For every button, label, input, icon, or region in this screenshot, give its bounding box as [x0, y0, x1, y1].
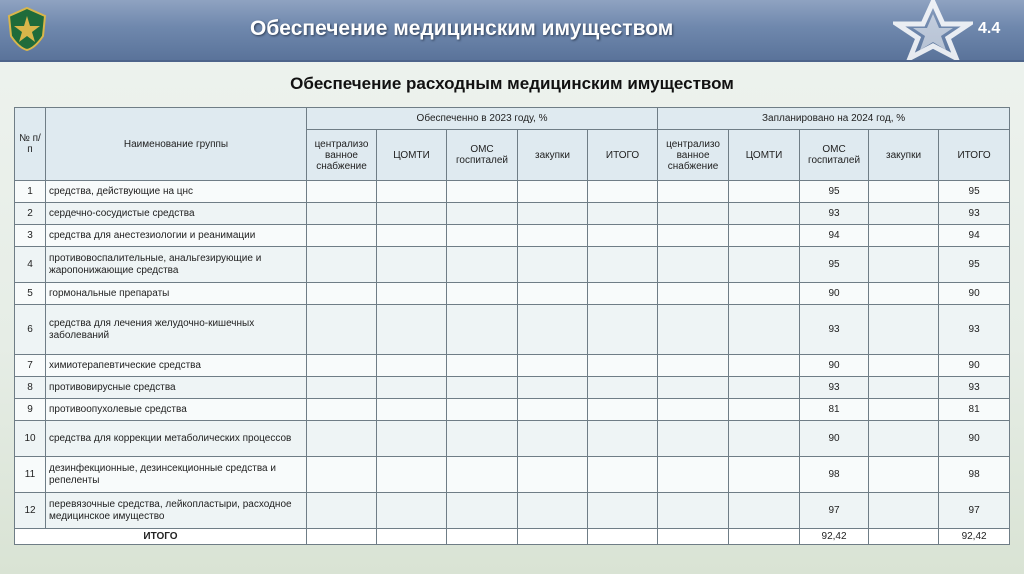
- cell-empty: [377, 355, 447, 377]
- table-row: [15, 355, 1010, 377]
- subheader-2023-oms: ОМС госпиталей: [447, 130, 518, 181]
- row-oms-2024: 90: [800, 355, 869, 377]
- cell-empty: [377, 529, 447, 545]
- table-row: [15, 283, 1010, 305]
- cell-empty: [447, 181, 518, 203]
- subheader-2024-central: централизо ванное снабжение: [658, 130, 729, 181]
- cell-empty: [658, 399, 729, 421]
- table-row: [15, 181, 1010, 203]
- row-oms-2024: 98: [800, 457, 869, 493]
- total-label: ИТОГО: [15, 529, 307, 545]
- row-number: 10: [15, 421, 46, 457]
- row-number: 8: [15, 377, 46, 399]
- table-row-total: [15, 529, 1010, 545]
- cell-empty: [658, 305, 729, 355]
- cell-empty: [307, 355, 377, 377]
- cell-empty: [447, 457, 518, 493]
- row-total-2024: 97: [939, 493, 1010, 529]
- row-number: 11: [15, 457, 46, 493]
- cell-empty: [658, 247, 729, 283]
- row-group-name: гормональные препараты: [46, 283, 307, 305]
- row-group-name: дезинфекционные, дезинсекционные средства и репеленты: [46, 457, 307, 493]
- cell-empty: [658, 493, 729, 529]
- total-oms-value: 92,42: [800, 529, 869, 545]
- row-group-name: средства для коррекции метаболических процессов: [46, 421, 307, 457]
- cell-empty: [518, 355, 588, 377]
- cell-empty: [729, 283, 800, 305]
- cell-empty: [447, 247, 518, 283]
- subheader-2023-central: централизо ванное снабжение: [307, 130, 377, 181]
- cell-empty: [307, 305, 377, 355]
- row-oms-2024: 95: [800, 247, 869, 283]
- cell-empty: [447, 355, 518, 377]
- cell-empty: [307, 283, 377, 305]
- table-row: [15, 225, 1010, 247]
- cell-empty: [518, 399, 588, 421]
- cell-empty: [377, 305, 447, 355]
- col-header-number: № п/п: [15, 108, 46, 181]
- row-group-name: сердечно-сосудистые средства: [46, 203, 307, 225]
- cell-empty: [588, 355, 658, 377]
- cell-empty: [869, 399, 939, 421]
- row-oms-2024: 94: [800, 225, 869, 247]
- cell-empty: [518, 377, 588, 399]
- cell-empty: [869, 203, 939, 225]
- row-number: 9: [15, 399, 46, 421]
- cell-empty: [518, 493, 588, 529]
- cell-empty: [658, 377, 729, 399]
- military-emblem-icon: [5, 6, 49, 52]
- subheader-2024-tsomti: ЦОМТИ: [729, 130, 800, 181]
- col-group-2024: Запланировано на 2024 год, %: [658, 108, 1010, 130]
- cell-empty: [588, 399, 658, 421]
- cell-empty: [869, 529, 939, 545]
- total-total-value: 92,42: [939, 529, 1010, 545]
- cell-empty: [869, 421, 939, 457]
- cell-empty: [307, 493, 377, 529]
- cell-empty: [869, 355, 939, 377]
- cell-empty: [377, 203, 447, 225]
- cell-empty: [447, 203, 518, 225]
- cell-empty: [447, 493, 518, 529]
- row-number: 1: [15, 181, 46, 203]
- table-row: [15, 305, 1010, 355]
- row-group-name: противоопухолевые средства: [46, 399, 307, 421]
- row-oms-2024: 93: [800, 203, 869, 225]
- cell-empty: [447, 283, 518, 305]
- cell-empty: [447, 399, 518, 421]
- row-group-name: химиотерапевтические средства: [46, 355, 307, 377]
- row-number: 6: [15, 305, 46, 355]
- cell-empty: [588, 529, 658, 545]
- cell-empty: [869, 457, 939, 493]
- row-group-name: средства для лечения желудочно-кишечных заболеваний: [46, 305, 307, 355]
- cell-empty: [869, 225, 939, 247]
- row-oms-2024: 93: [800, 305, 869, 355]
- cell-empty: [307, 377, 377, 399]
- row-total-2024: 95: [939, 247, 1010, 283]
- cell-empty: [869, 283, 939, 305]
- cell-empty: [518, 457, 588, 493]
- subheader-2023-purchases: закупки: [518, 130, 588, 181]
- col-header-name: Наименование группы: [46, 108, 307, 181]
- supply-table: [14, 107, 1010, 545]
- row-number: 3: [15, 225, 46, 247]
- row-number: 4: [15, 247, 46, 283]
- row-group-name: средства для анестезиологии и реанимации: [46, 225, 307, 247]
- cell-empty: [588, 225, 658, 247]
- cell-empty: [307, 457, 377, 493]
- cell-empty: [729, 377, 800, 399]
- cell-empty: [588, 247, 658, 283]
- cell-empty: [869, 493, 939, 529]
- row-oms-2024: 81: [800, 399, 869, 421]
- col-group-2023: Обеспеченно в 2023 году, %: [307, 108, 658, 130]
- cell-empty: [377, 247, 447, 283]
- cell-empty: [588, 377, 658, 399]
- cell-empty: [588, 181, 658, 203]
- cell-empty: [869, 377, 939, 399]
- row-oms-2024: 93: [800, 377, 869, 399]
- row-number: 2: [15, 203, 46, 225]
- cell-empty: [869, 247, 939, 283]
- row-number: 7: [15, 355, 46, 377]
- cell-empty: [588, 283, 658, 305]
- cell-empty: [377, 493, 447, 529]
- cell-empty: [447, 377, 518, 399]
- cell-empty: [377, 225, 447, 247]
- cell-empty: [658, 529, 729, 545]
- row-group-name: перевязочные средства, лейкопластыри, расходное медицинское имущество: [46, 493, 307, 529]
- subheader-2024-purchases: закупки: [869, 130, 939, 181]
- row-group-name: противовоспалительные, анальгезирующие и жаропонижающие средства: [46, 247, 307, 283]
- row-group-name: средства, действующие на цнс: [46, 181, 307, 203]
- table-row: [15, 203, 1010, 225]
- table-body: [15, 181, 1010, 545]
- cell-empty: [588, 203, 658, 225]
- row-total-2024: 90: [939, 283, 1010, 305]
- row-total-2024: 95: [939, 181, 1010, 203]
- row-number: 5: [15, 283, 46, 305]
- table-row: [15, 377, 1010, 399]
- cell-empty: [377, 377, 447, 399]
- cell-empty: [307, 181, 377, 203]
- subheader-2023-tsomti: ЦОМТИ: [377, 130, 447, 181]
- cell-empty: [588, 457, 658, 493]
- cell-empty: [518, 421, 588, 457]
- army-star-logo-icon: [893, 0, 973, 60]
- cell-empty: [729, 225, 800, 247]
- cell-empty: [658, 225, 729, 247]
- row-oms-2024: 90: [800, 421, 869, 457]
- cell-empty: [729, 421, 800, 457]
- cell-empty: [729, 181, 800, 203]
- row-total-2024: 93: [939, 203, 1010, 225]
- cell-empty: [588, 305, 658, 355]
- subheader-2023-total: ИТОГО: [588, 130, 658, 181]
- cell-empty: [729, 457, 800, 493]
- cell-empty: [729, 493, 800, 529]
- cell-empty: [307, 529, 377, 545]
- row-total-2024: 93: [939, 305, 1010, 355]
- cell-empty: [518, 283, 588, 305]
- cell-empty: [658, 355, 729, 377]
- table-row: [15, 399, 1010, 421]
- cell-empty: [307, 225, 377, 247]
- cell-empty: [729, 529, 800, 545]
- cell-empty: [447, 305, 518, 355]
- cell-empty: [729, 203, 800, 225]
- row-total-2024: 94: [939, 225, 1010, 247]
- cell-empty: [658, 421, 729, 457]
- cell-empty: [869, 181, 939, 203]
- row-oms-2024: 95: [800, 181, 869, 203]
- cell-empty: [729, 399, 800, 421]
- row-oms-2024: 97: [800, 493, 869, 529]
- table-row: [15, 493, 1010, 529]
- row-total-2024: 90: [939, 421, 1010, 457]
- row-oms-2024: 90: [800, 283, 869, 305]
- table-row: [15, 421, 1010, 457]
- table-row: [15, 457, 1010, 493]
- cell-empty: [658, 181, 729, 203]
- slide-header: [0, 0, 1024, 62]
- cell-empty: [588, 421, 658, 457]
- cell-empty: [658, 457, 729, 493]
- cell-empty: [447, 225, 518, 247]
- cell-empty: [658, 203, 729, 225]
- cell-empty: [377, 421, 447, 457]
- row-total-2024: 98: [939, 457, 1010, 493]
- cell-empty: [377, 399, 447, 421]
- cell-empty: [307, 247, 377, 283]
- cell-empty: [447, 421, 518, 457]
- row-total-2024: 93: [939, 377, 1010, 399]
- cell-empty: [518, 181, 588, 203]
- subheader-2024-total: ИТОГО: [939, 130, 1010, 181]
- cell-empty: [518, 225, 588, 247]
- cell-empty: [729, 355, 800, 377]
- cell-empty: [307, 421, 377, 457]
- cell-empty: [729, 305, 800, 355]
- cell-empty: [377, 457, 447, 493]
- cell-empty: [518, 305, 588, 355]
- table-title: Обеспечение расходным медицинским имуществом: [290, 74, 734, 93]
- cell-empty: [729, 247, 800, 283]
- row-number: 12: [15, 493, 46, 529]
- cell-empty: [588, 493, 658, 529]
- cell-empty: [518, 247, 588, 283]
- cell-empty: [869, 305, 939, 355]
- cell-empty: [518, 529, 588, 545]
- data-table-container: [14, 107, 1009, 545]
- cell-empty: [447, 529, 518, 545]
- table-row: [15, 247, 1010, 283]
- cell-empty: [307, 203, 377, 225]
- subheader-2024-oms: ОМС госпиталей: [800, 130, 869, 181]
- cell-empty: [377, 181, 447, 203]
- cell-empty: [307, 399, 377, 421]
- cell-empty: [518, 203, 588, 225]
- row-total-2024: 90: [939, 355, 1010, 377]
- row-group-name: противовирусные средства: [46, 377, 307, 399]
- cell-empty: [658, 283, 729, 305]
- row-total-2024: 81: [939, 399, 1010, 421]
- slide-number: 4.4: [978, 20, 1001, 37]
- slide-title: Обеспечение медицинским имуществом: [250, 17, 674, 40]
- cell-empty: [377, 283, 447, 305]
